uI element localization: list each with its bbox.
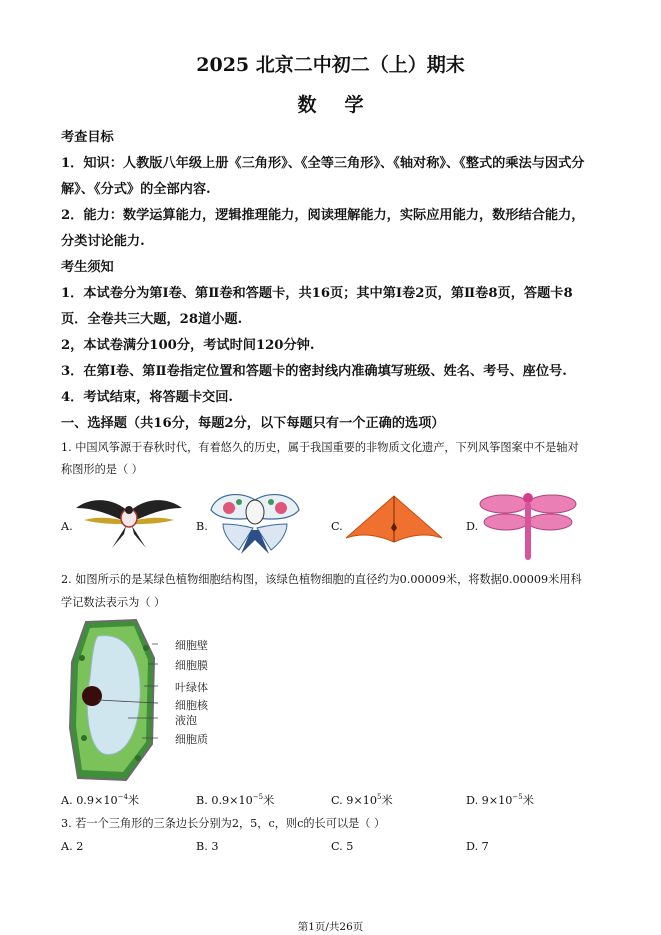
q3-option-c: C. 5 [331, 840, 354, 853]
page-footer: 第1页/共26页 [297, 921, 364, 933]
goals-heading: 考查目标 [61, 130, 114, 145]
q2-option-d: D. $9\times 10^{-5}$米 [466, 793, 534, 807]
delta-kite-image [344, 492, 444, 552]
notice-item3: 3．在第Ⅰ卷、第Ⅱ卷指定位置和答题卡的密封线内准确填写班级、姓名、考号、座位号. [61, 364, 567, 379]
q1-option-d-label: D. [466, 520, 479, 533]
notice-item1-line1: 1．本试卷分为第Ⅰ卷、第Ⅱ卷和答题卡，共16页；其中第Ⅰ卷2页，第Ⅱ卷8页，答题卡8 [61, 286, 573, 301]
cell-label-wall: 细胞壁 [175, 639, 208, 652]
goals-item2-line2: 分类讨论能力. [61, 234, 145, 249]
q3-option-b: B. 3 [196, 840, 219, 853]
q2-text-line2: 学记数法表示为（ ） [61, 596, 166, 609]
q3-option-a: A. 2 [61, 840, 84, 853]
section1-heading: 一、选择题（共16分，每题2分，以下每题只有一个正确的选项） [61, 416, 445, 431]
exam-title: 2025 北京二中初二（上）期末 [196, 54, 465, 76]
q2-option-a: A. $0.9\times 10^{-4}$米 [61, 793, 140, 807]
notice-heading: 考生须知 [61, 260, 114, 275]
goals-item2-line1: 2．能力：数学运算能力，逻辑推理能力，阅读理解能力，实际应用能力，数形结合能力， [61, 208, 585, 223]
subject-title: 数学 [297, 94, 392, 116]
notice-item4: 4．考试结束，将答题卡交回. [61, 390, 234, 405]
q3-text: 3. 若一个三角形的三条边长分别为2，5，c，则c的长可以是（ ） [61, 817, 386, 830]
goals-item1-line1: 1．知识：人教版八年级上册《三角形》、《全等三角形》、《轴对称》、《整式的乘法与因式分 [61, 156, 585, 171]
notice-item1-line2: 页．全卷共三大题，28道小题. [61, 312, 243, 327]
q1-option-a-label: A. [61, 520, 73, 533]
q2-text-line1: 2. 如图所示的是某绿色植物细胞结构图，该绿色植物细胞的直径约为0.00009米，将数据0.00009米用科 [61, 573, 582, 586]
q3-option-d: D. 7 [466, 840, 489, 853]
cell-label-cytoplasm: 细胞质 [175, 733, 208, 746]
dragonfly-kite-image [478, 490, 578, 562]
q2-option-b: B. $0.9\times 10^{-5}$米 [196, 793, 275, 807]
q1-text-line2: 称图形的是（ ） [61, 463, 143, 476]
q1-option-b-label: B. [196, 520, 208, 533]
q1-option-c-label: C. [331, 520, 343, 533]
cell-label-chloroplast: 叶绿体 [175, 681, 208, 694]
goals-item1-line2: 解》、《分式》的全部内容. [61, 182, 211, 197]
q2-option-c: C. $9\times 10^5$米 [331, 793, 393, 807]
plant-cell-diagram [68, 618, 158, 784]
cell-label-vacuole: 液泡 [175, 714, 197, 727]
butterfly-swallow-kite-image [209, 490, 301, 556]
cell-label-nucleus: 细胞核 [175, 699, 208, 712]
notice-item2: 2，本试卷满分100分，考试时间120分钟. [61, 338, 315, 353]
cell-label-membrane: 细胞膜 [175, 659, 208, 672]
swallow-kite-image [74, 490, 184, 552]
q1-text-line1: 1. 中国风筝源于春秋时代，有着悠久的历史，属于我国重要的非物质文化遗产，下列风筝图案中不是轴对 [61, 441, 579, 454]
